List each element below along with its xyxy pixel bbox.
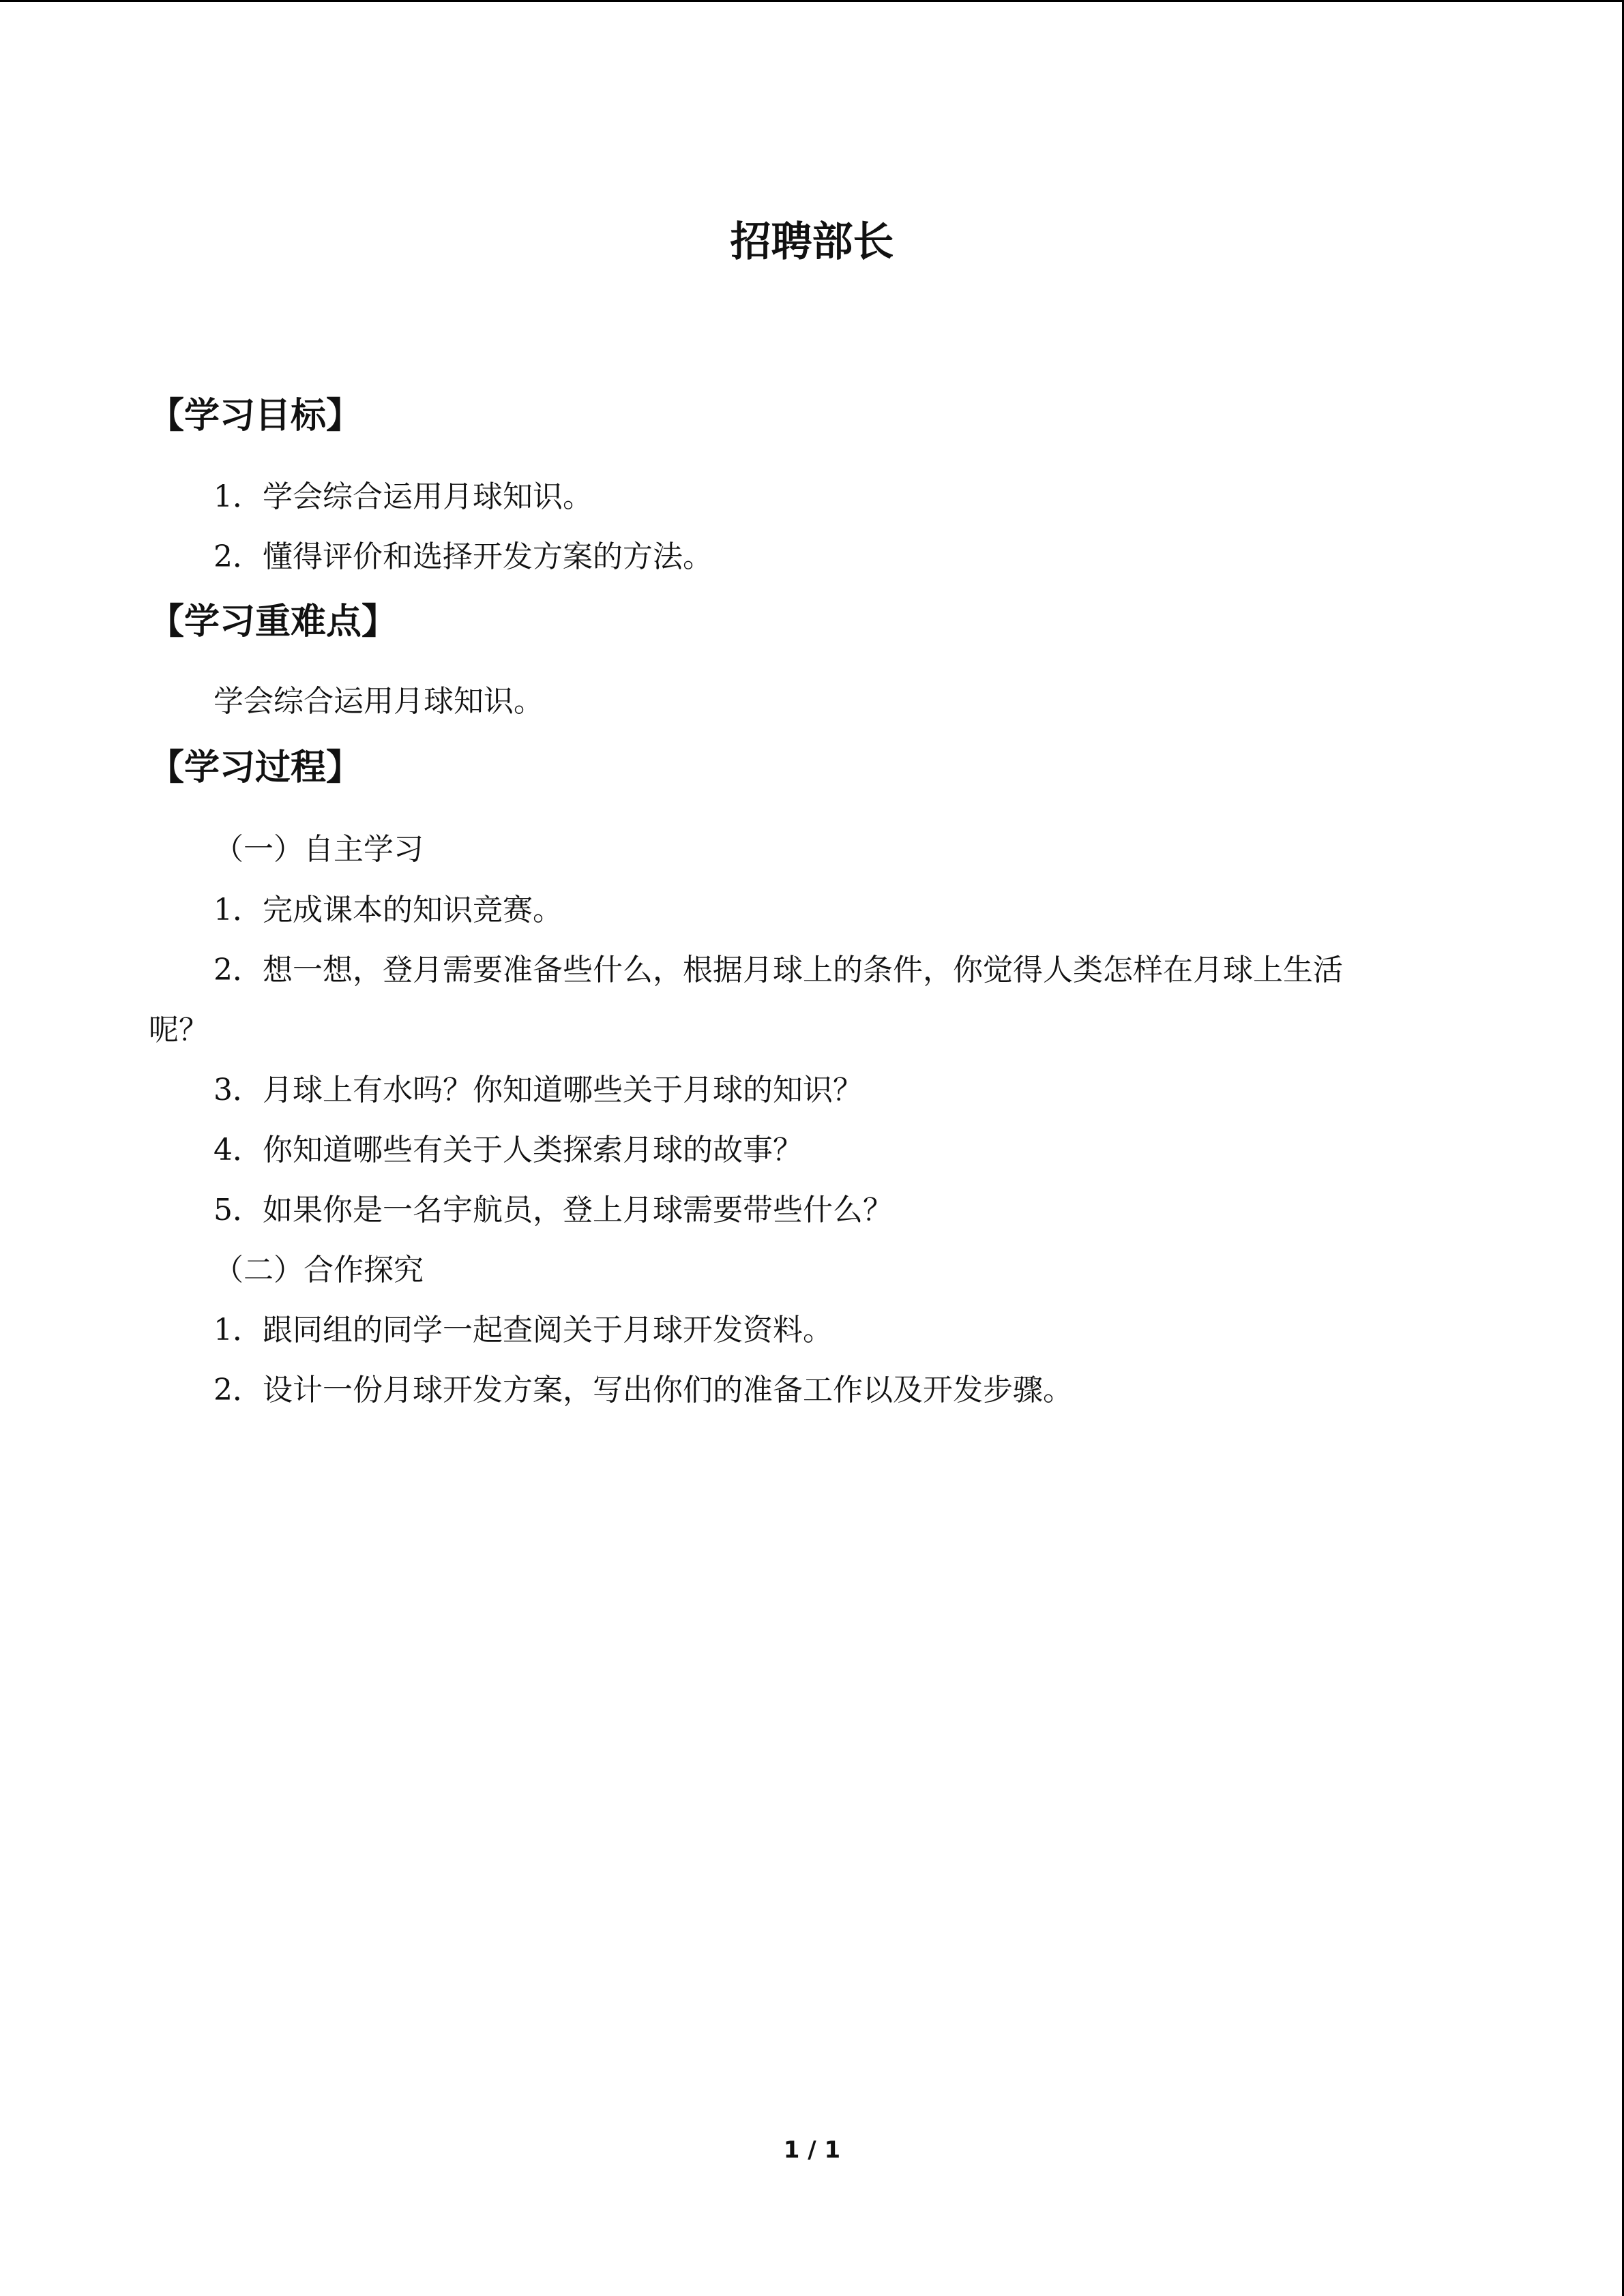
key-points-text: 学会综合运用月球知识。: [213, 684, 544, 719]
part1-item-5: 5．如果你是一名宇航员，登上月球需要带些什么？: [213, 1193, 893, 1227]
part1-item-2-line-2: 呢？: [149, 1013, 209, 1047]
part2-item-1: 1．跟同组的同学一起查阅关于月球开发资料。: [213, 1313, 833, 1347]
page-number: 1 / 1: [783, 2136, 841, 2164]
heading-key-points: 【学习重难点】: [149, 601, 398, 642]
heading-process: 【学习过程】: [149, 747, 362, 788]
part1-item-1: 1．完成课本的知识竞赛。: [213, 893, 563, 927]
objective-item-2: 2．懂得评价和选择开发方案的方法。: [213, 539, 713, 574]
part2-item-2: 2．设计一份月球开发方案，写出你们的准备工作以及开发步骤。: [213, 1373, 1073, 1407]
heading-objectives: 【学习目标】: [149, 396, 362, 436]
part2-label: （二）合作探究: [213, 1253, 424, 1287]
part1-item-4: 4．你知道哪些有关于人类探索月球的故事？: [213, 1133, 803, 1167]
part1-item-3: 3．月球上有水吗？你知道哪些关于月球的知识？: [213, 1073, 863, 1107]
part1-item-2-line-1: 2．想一想，登月需要准备些什么，根据月球上的条件，你觉得人类怎样在月球上生活: [213, 953, 1343, 987]
part1-label: （一）自主学习: [213, 832, 424, 867]
page-title: 招聘部长: [730, 218, 894, 266]
objective-item-1: 1．学会综合运用月球知识。: [213, 479, 593, 514]
